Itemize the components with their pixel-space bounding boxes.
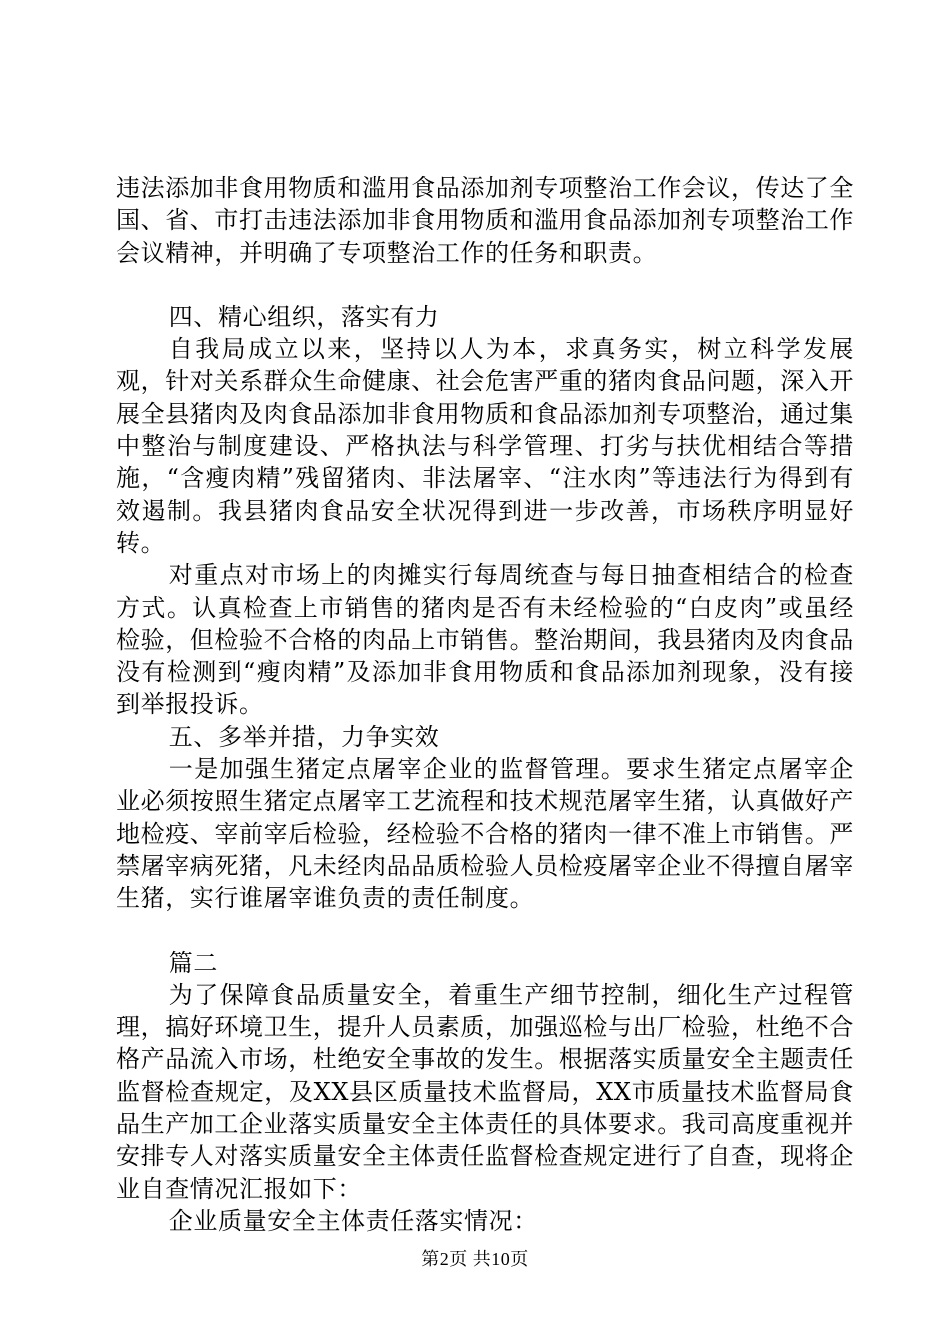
section-heading-five: 五、多举并措，力争实效 [168, 722, 440, 751]
paragraph-part-two-intro: 为了保障食品质量安全，着重生产细节控制，细化生产过程管理，搞好环境卫生，提升人员素质，加强巡检与出厂检验，杜绝不合格产品流入市场，杜绝安全事故的发生。根据落实质量安全主题责任监督检查规定，及XX县区质量技术监督局，XX市质量技术监督局食品生产加工企业落实质量安全主体责任的具体要求。我司高度重视并安排专人对落实质量安全主体责任监督检查规定进行了自查，现将企业自查情况汇报如下： [116, 980, 854, 1203]
section-heading-part-two: 篇二 [168, 948, 218, 977]
page-number-footer: 第2页 共10页 [421, 1249, 529, 1269]
document-body [116, 172, 854, 1237]
paragraph-continuation: 违法添加非食用物质和滥用食品添加剂专项整治工作会议，传达了全国、省、市打击违法添加非食用物质和滥用食品添加剂专项整治工作会议精神，并明确了专项整治工作的任务和职责。 [116, 174, 854, 267]
paragraph-section-four-intro: 自我局成立以来，坚持以人为本，求真务实，树立科学发展观，针对关系群众生命健康、社会危害严重的猪肉食品问题，深入开展全县猪肉及肉食品添加非食用物质和食品添加剂专项整治，通过集中整治与制度建设、严格执法与科学管理、打劣与扶优相结合等措施，“含瘦肉精”残留猪肉、非法屠宰、“注水肉”等违法行为得到有效遏制。我县猪肉食品安全状况得到进一步改善，市场秩序明显好转。 [116, 335, 854, 557]
section-heading-four: 四、精心组织，落实有力 [168, 302, 440, 331]
paragraph-market-inspection: 对重点对市场上的肉摊实行每周统查与每日抽查相结合的检查方式。认真检查上市销售的猪肉是否有未经检验的“白皮肉”或虽经检验，但检验不合格的肉品上市销售。整治期间，我县猪肉及肉食品没有检测到“瘦肉精”及添加非食用物质和食品添加剂现象，没有接到举报投诉。 [116, 561, 854, 719]
paragraph-slaughter-supervision: 一是加强生猪定点屠宰企业的监督管理。要求生猪定点屠宰企业必须按照生猪定点屠宰工艺流程和技术规范屠宰生猪，认真做好产地检疫、宰前宰后检验，经检验不合格的猪肉一律不准上市销售。严禁屠宰病死猪，凡未经肉品品质检验人员检疫屠宰企业不得擅自屠宰生猪，实行谁屠宰谁负责的责任制度。 [116, 755, 854, 913]
paragraph-responsibility-status: 企业质量安全主体责任落实情况： [168, 1206, 538, 1235]
